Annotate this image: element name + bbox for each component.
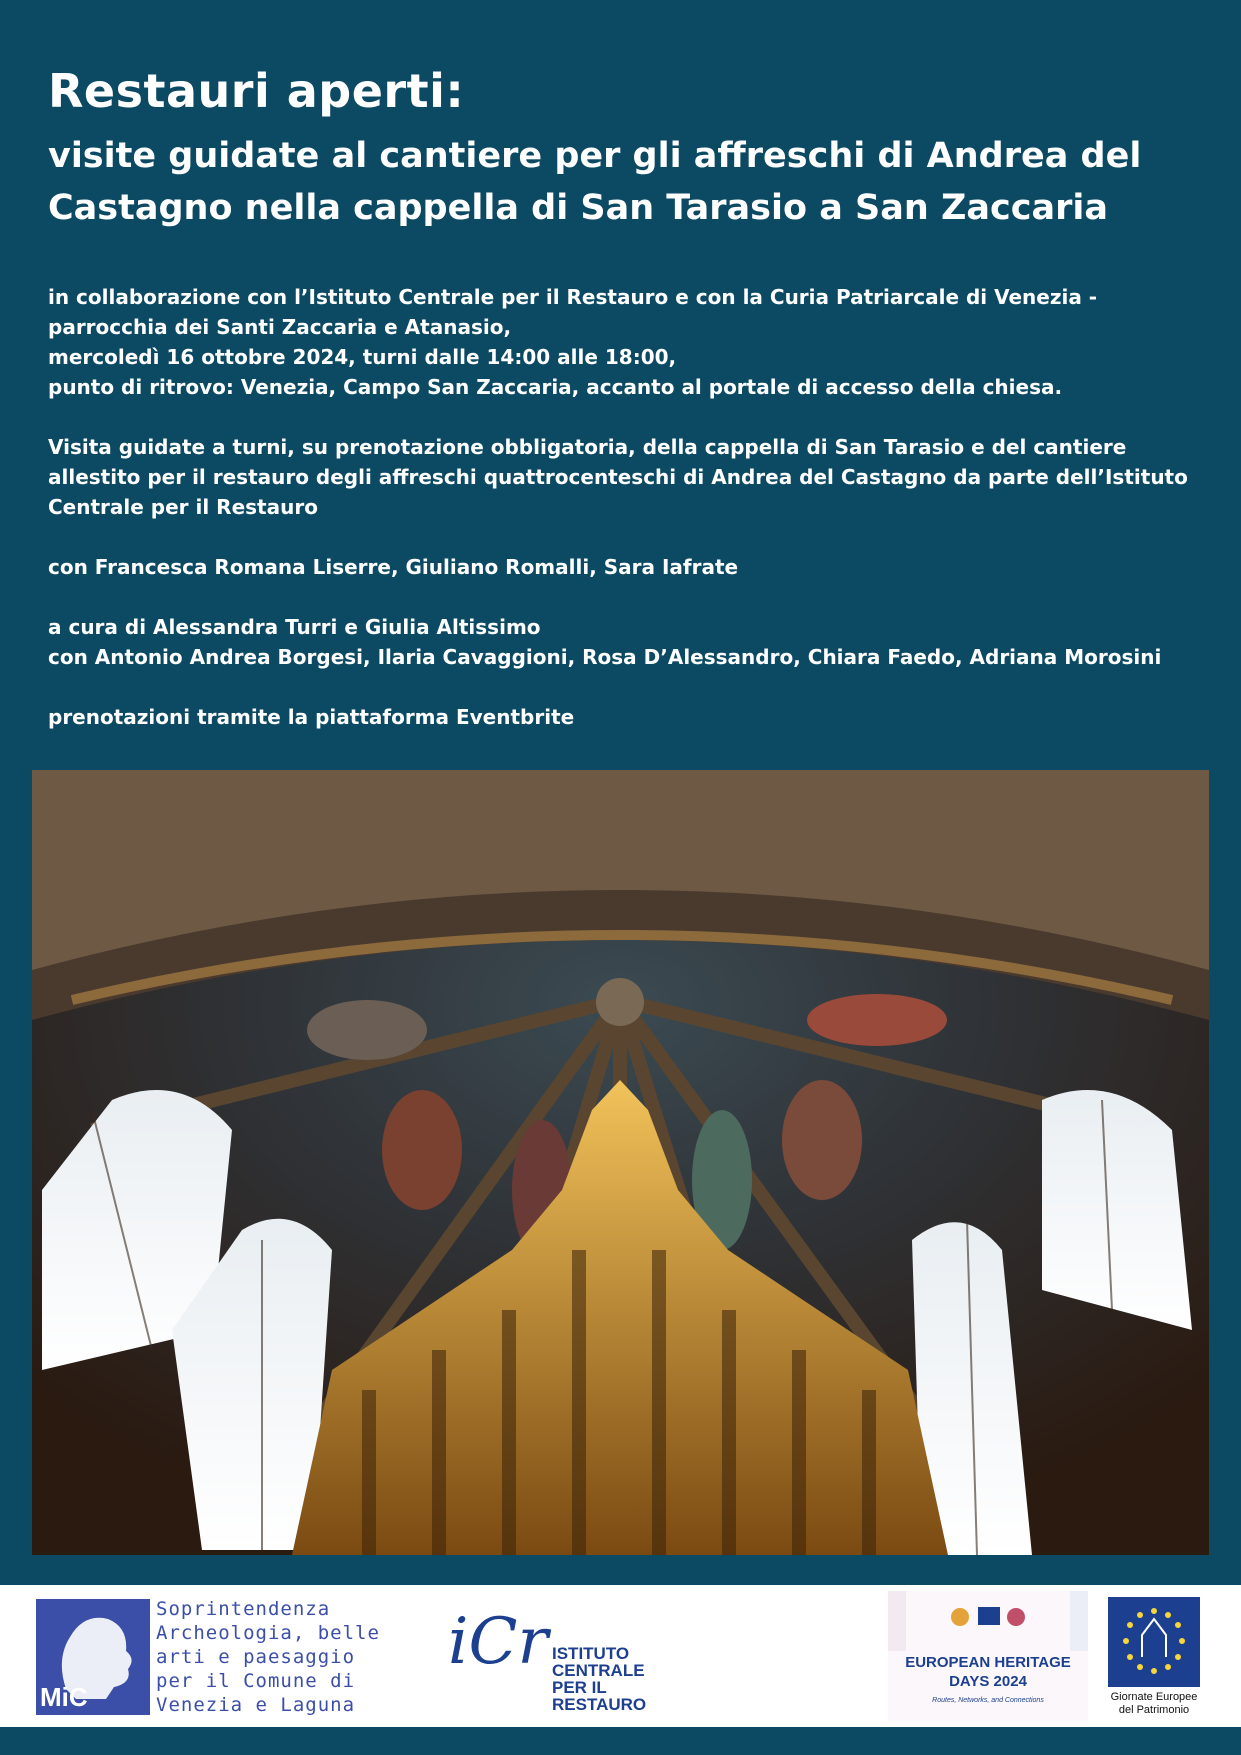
gep-caption-line: del Patrimonio xyxy=(1118,1704,1190,1716)
mic-badge: MiC xyxy=(40,1682,88,1712)
soprintendenza-line: per il Comune di xyxy=(156,1670,356,1692)
icr-line: CENTRALE xyxy=(552,1661,645,1680)
giornate-europee-logo xyxy=(1108,1597,1200,1687)
gep-caption-line: Giornate Europee xyxy=(1110,1691,1198,1703)
giornate-europee-caption xyxy=(1092,1691,1216,1717)
soprintendenza-line: Soprintendenza xyxy=(156,1598,331,1620)
soprintendenza-line: arti e paesaggio xyxy=(156,1646,356,1668)
european-heritage-days-logo xyxy=(888,1591,1088,1721)
soprintendenza-line: Venezia e Laguna xyxy=(156,1694,356,1716)
event-date: mercoledì 16 ottobre 2024, turni dalle 14:00 alle 18:00, xyxy=(48,345,677,369)
footer-logos xyxy=(0,1585,1241,1727)
poster-title: Restauri aperti: xyxy=(48,64,465,118)
speakers: con Francesca Romana Liserre, Giuliano Romalli, Sara Iafrate xyxy=(48,555,739,579)
soprintendenza-name xyxy=(156,1597,386,1717)
collaborators: con Antonio Andrea Borgesi, Ilaria Cavaggioni, Rosa D’Alessandro, Chiara Faedo, Adriana Morosini xyxy=(48,645,1162,669)
partner-logos-icon xyxy=(888,1591,1088,1651)
mic-logo xyxy=(36,1599,150,1715)
ehd-title-line: DAYS 2024 xyxy=(949,1673,1027,1690)
soprintendenza-line: Archeologia, belle xyxy=(156,1622,380,1644)
chapel-vault-illustration xyxy=(32,770,1209,1555)
icr-line: ISTITUTO xyxy=(552,1644,630,1663)
event-details xyxy=(48,282,1208,732)
icr-line: PER IL RESTAURO xyxy=(552,1678,647,1714)
ehd-tagline: Routes, Networks, and Connections xyxy=(932,1697,1044,1704)
poster-subtitle: visite guidate al cantiere per gli affreschi di Andrea del Castagno nella cappella di San Tarasio a San Zaccaria xyxy=(48,136,1142,228)
chapel-vault-photo xyxy=(32,770,1209,1555)
ehd-title xyxy=(888,1653,1088,1691)
curators: a cura di Alessandra Turri e Giulia Altissimo xyxy=(48,615,541,639)
collaboration-line-1: in collaborazione con l’Istituto Centrale per il Restauro e con la Curia Patriarcale di Venezia - xyxy=(48,285,1098,309)
ehd-title-line: EUROPEAN HERITAGE xyxy=(905,1654,1071,1671)
icr-name xyxy=(552,1645,696,1713)
icr-mark: iCr xyxy=(448,1605,549,1679)
meeting-point: punto di ritrovo: Venezia, Campo San Zaccaria, accanto al portale di accesso della chiesa. xyxy=(48,375,1063,399)
eu-stars-icon xyxy=(1108,1597,1200,1687)
collaboration-line-2: parrocchia dei Santi Zaccaria e Atanasio, xyxy=(48,315,512,339)
booking-info: prenotazioni tramite la piattaforma Eventbrite xyxy=(48,705,575,729)
visit-description: Visita guidate a turni, su prenotazione obbligatoria, della cappella di San Tarasio e del cantiere allestito per il restauro degli affreschi quattrocenteschi di Andrea del Castagno da parte dell’Istituto Centrale per il Restauro xyxy=(48,435,1188,519)
icr-logo xyxy=(446,1599,696,1715)
